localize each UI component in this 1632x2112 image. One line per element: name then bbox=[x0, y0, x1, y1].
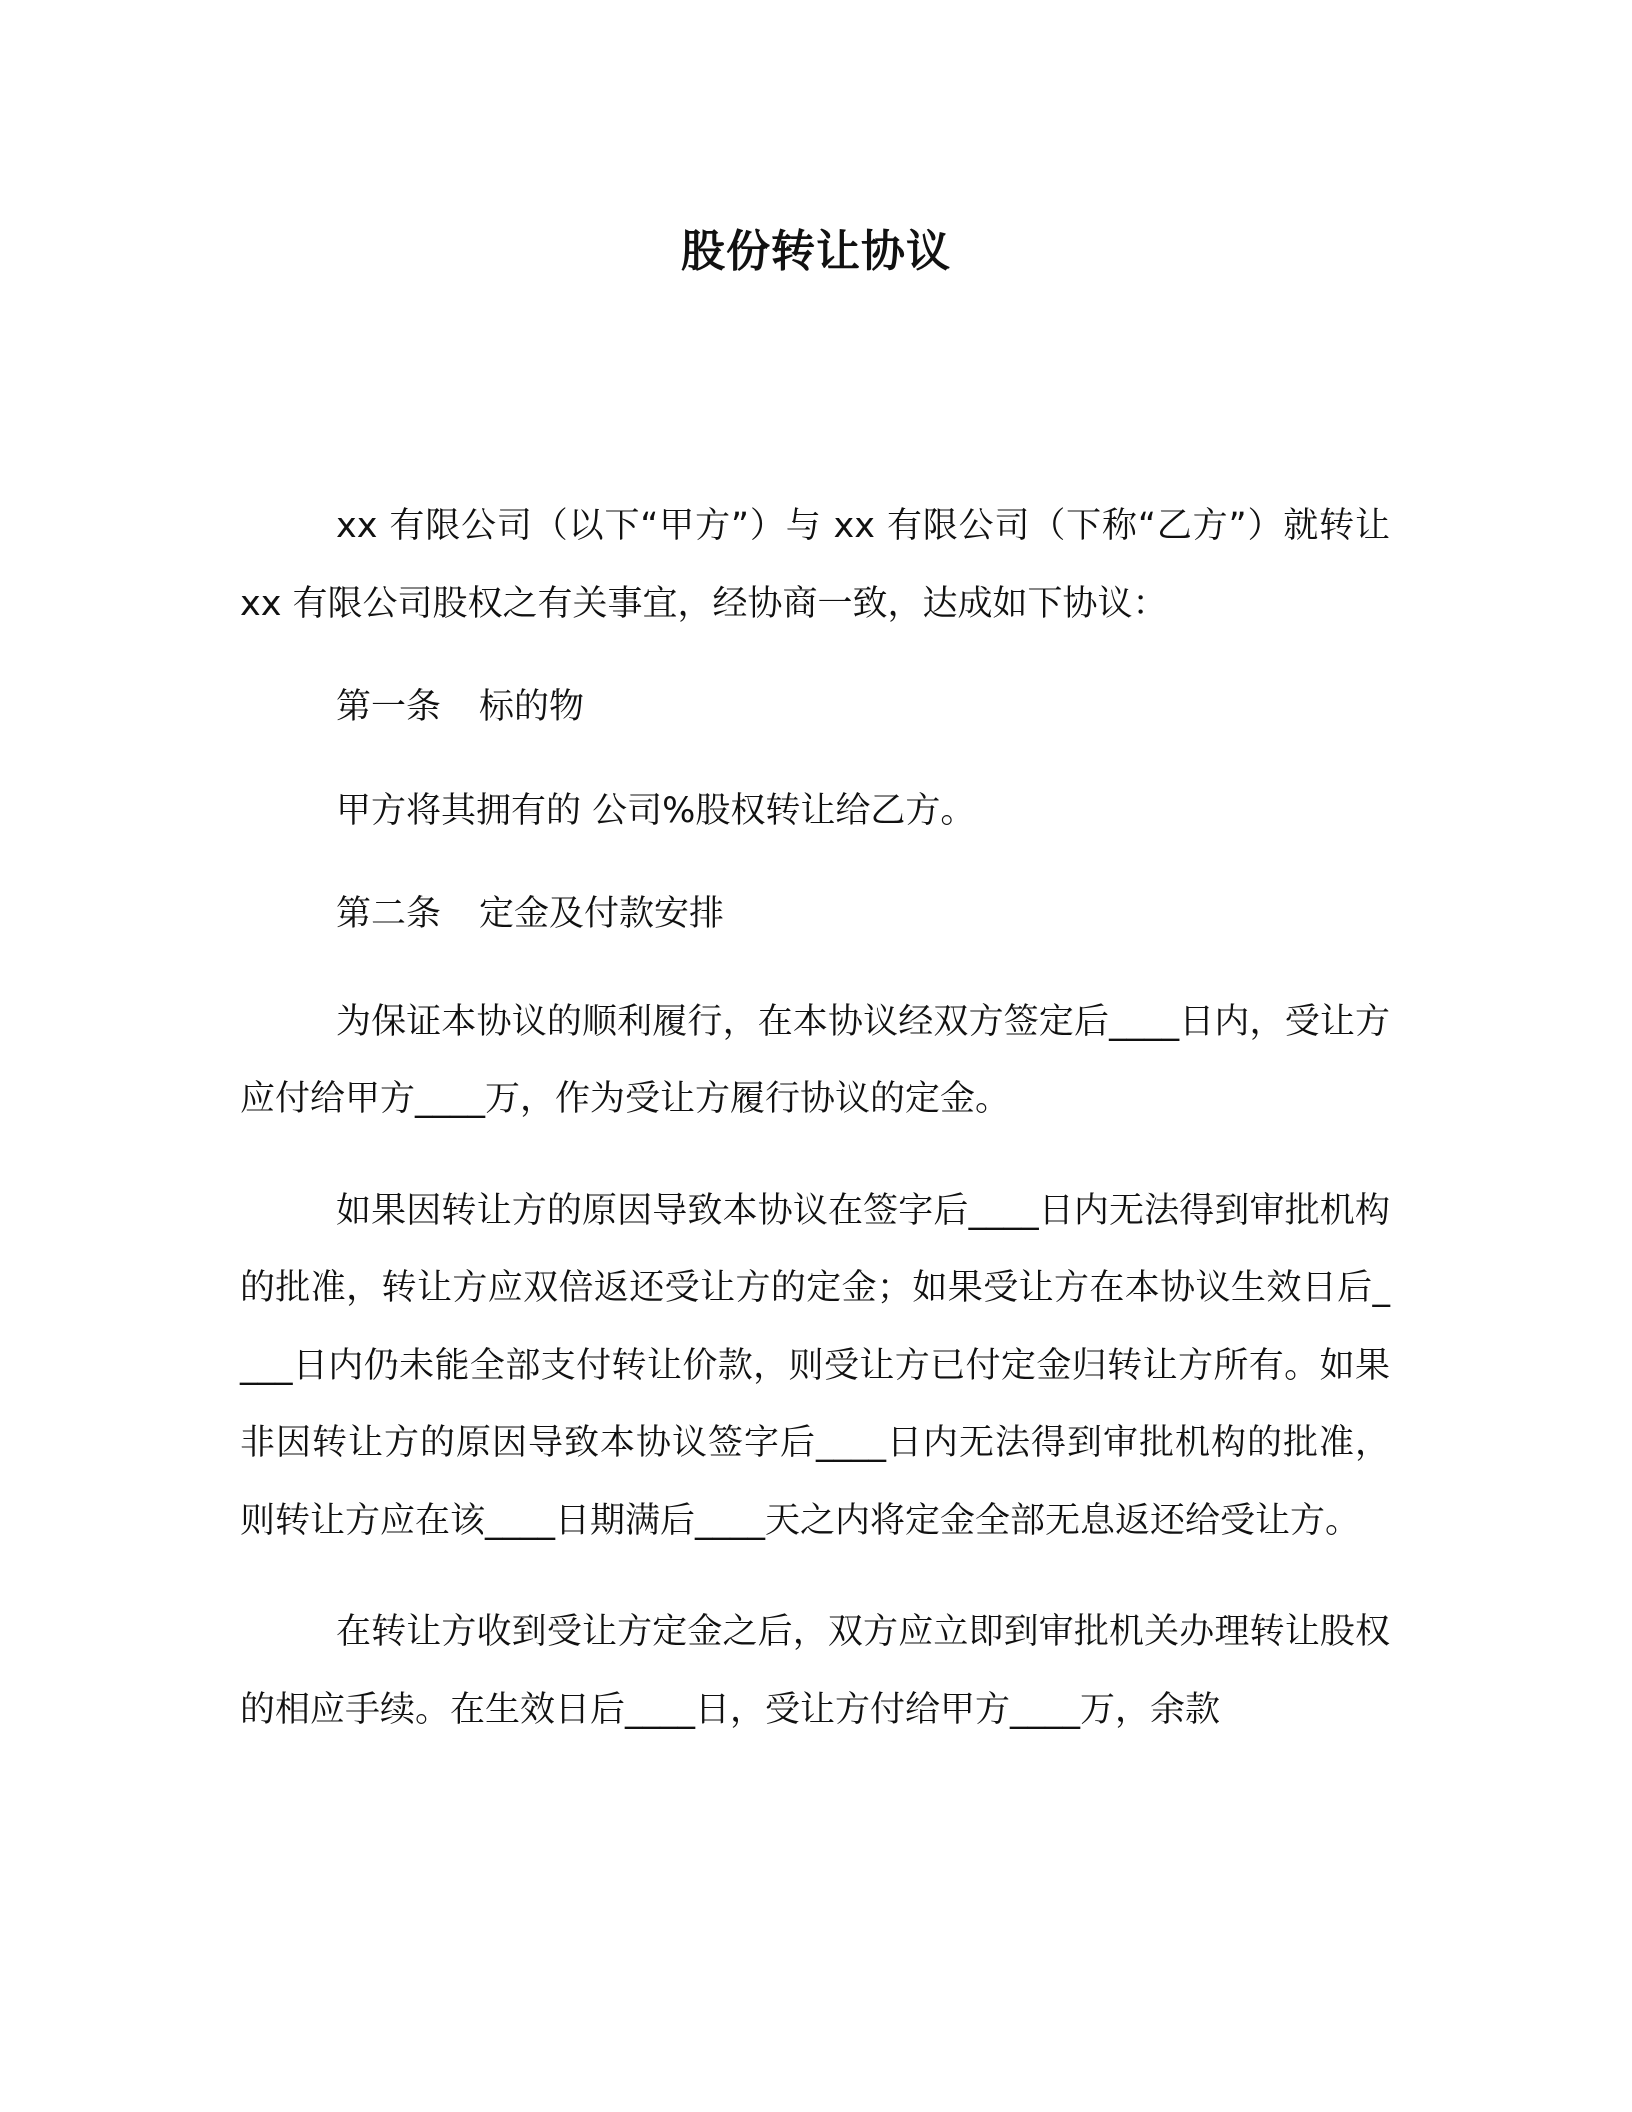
article-1-text: 甲方将其拥有的 公司%股权转让给乙方。 bbox=[336, 790, 976, 831]
document-body bbox=[240, 488, 1390, 1749]
article-2-name: 定金及付款安排 bbox=[479, 894, 725, 934]
article-2-paragraph-1: 为保证本协议的顺利履行，在本协议经双方签定后____日内，受让方应付给甲方____万，作为受让方履行协议的定金。 bbox=[240, 1001, 1390, 1119]
intro-paragraph: xx 有限公司（以下“甲方”）与 xx 有限公司（下称“乙方”）就转让 xx 有限公司股权之有关事宜，经协商一致，达成如下协议： bbox=[240, 506, 1390, 624]
article-2-number: 第二条 bbox=[336, 894, 442, 934]
article-1-heading bbox=[240, 669, 1390, 747]
article-2-heading bbox=[240, 876, 1390, 954]
article-2-paragraph-2: 如果因转让方的原因导致本协议在签字后____日内无法得到审批机构的批准，转让方应双倍返还受让方的定金；如果受让方在本协议生效日后____日内仍未能全部支付转让价款，则受让方已付定金归转让方所有。如果非因转让方的原因导致本协议签字后____日内无法得到审批机构的批准，则转让方应在该____日期满后____天之内将定金全部无息返还给受让方。 bbox=[240, 1190, 1390, 1541]
article-1-number: 第一条 bbox=[336, 687, 442, 727]
article-2-paragraph-3: 在转让方收到受让方定金之后，双方应立即到审批机关办理转让股权的相应手续。在生效日后____日，受让方付给甲方____万，余款 bbox=[240, 1612, 1390, 1730]
article-1-name: 标的物 bbox=[479, 687, 585, 727]
document-title: 股份转让协议 bbox=[681, 226, 951, 277]
